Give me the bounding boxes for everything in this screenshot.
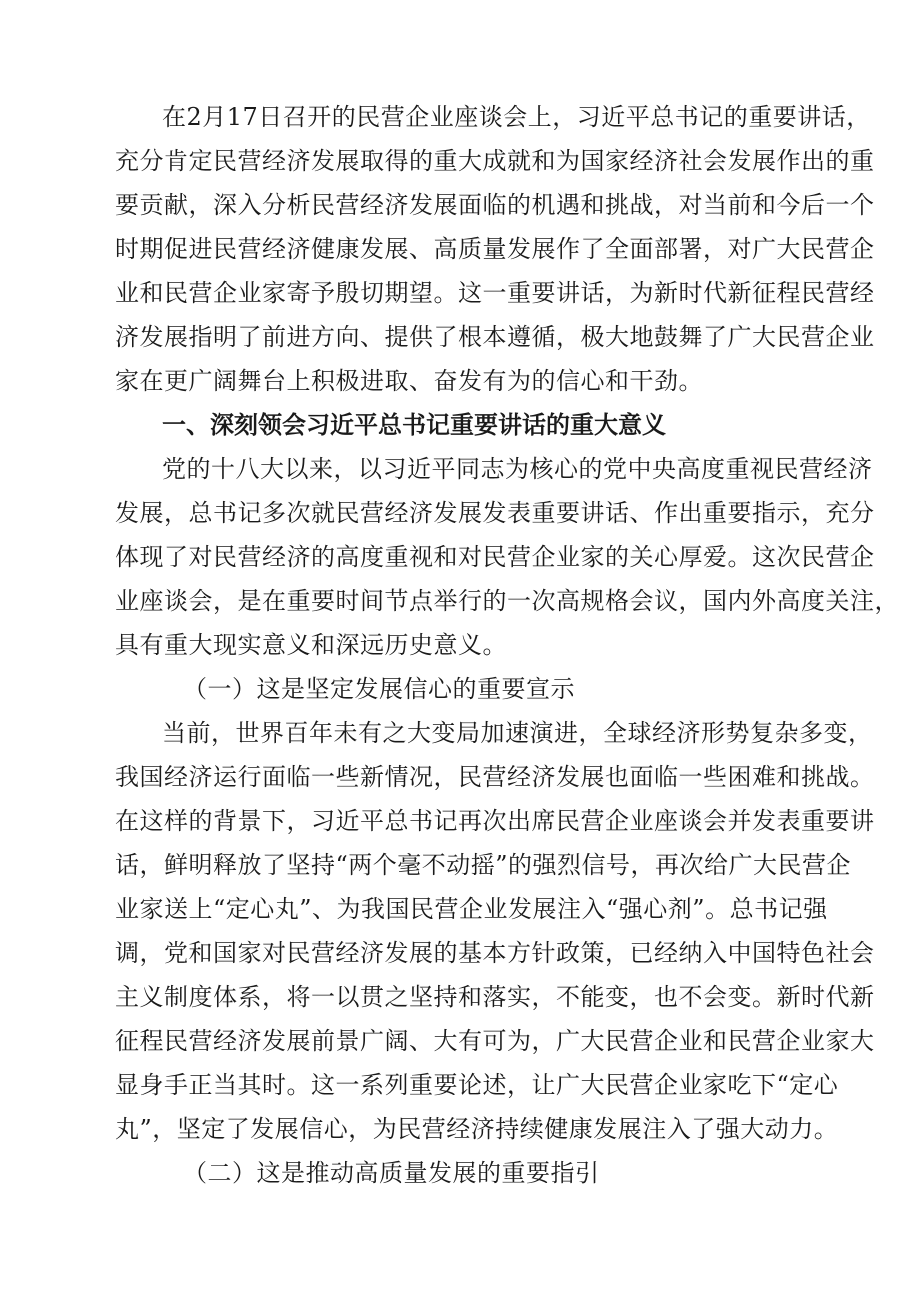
paragraph-line: 丸”，坚定了发展信心，为民营经济持续健康发展注入了强大动力。 <box>115 1115 839 1143</box>
paragraph-line: 业座谈会，是在重要时间节点举行的一次高规格会议，国内外高度关注， <box>115 587 899 615</box>
paragraph-line: 显身手正当其时。这一系列重要论述，让广大民营企业家吃下“定心 <box>115 1071 839 1099</box>
paragraph-line: 在2月17日召开的民营企业座谈会上，习近平总书记的重要讲话， <box>162 103 871 131</box>
paragraph-line: 体现了对民营经济的高度重视和对民营企业家的关心厚爱。这次民营企 <box>115 543 875 571</box>
subsection-heading: （一）这是坚定发展信心的重要宣示 <box>183 675 575 703</box>
paragraph-line: 当前，世界百年未有之大变局加速演进，全球经济形势复杂多变， <box>162 719 873 747</box>
paragraph-line: 话，鲜明释放了坚持“两个毫不动摇”的强烈信号，再次给广大民营企 <box>115 851 852 879</box>
paragraph-line: 发展，总书记多次就民营经济发展发表重要讲话、作出重要指示，充分 <box>115 499 875 527</box>
paragraph-line: 我国经济运行面临一些新情况，民营经济发展也面临一些困难和挑战。 <box>115 763 875 791</box>
paragraph-line: 济发展指明了前进方向、提供了根本遵循，极大地鼓舞了广大民营企业 <box>115 323 875 351</box>
paragraph-line: 在这样的背景下，习近平总书记再次出席民营企业座谈会并发表重要讲 <box>115 807 875 835</box>
paragraph-line: 时期促进民营经济健康发展、高质量发展作了全面部署，对广大民营企 <box>115 235 875 263</box>
paragraph-line: 党的十八大以来，以习近平同志为核心的党中央高度重视民营经济 <box>162 455 873 483</box>
paragraph-line: 业和民营企业家寄予殷切期望。这一重要讲话，为新时代新征程民营经 <box>115 279 875 307</box>
paragraph-line: 业家送上“定心丸”、为我国民营企业发展注入“强心剂”。总书记强 <box>115 895 828 923</box>
paragraph-line: 充分肯定民营经济发展取得的重大成就和为国家经济社会发展作出的重 <box>115 147 875 175</box>
paragraph-line: 调，党和国家对民营经济发展的基本方针政策，已经纳入中国特色社会 <box>115 939 875 967</box>
subsection-heading: （二）这是推动高质量发展的重要指引 <box>183 1159 600 1187</box>
paragraph-line: 主义制度体系，将一以贯之坚持和落实，不能变，也不会变。新时代新 <box>115 983 875 1011</box>
paragraph-line: 家在更广阔舞台上积极进取、奋发有为的信心和干劲。 <box>115 367 703 395</box>
paragraph-line: 征程民营经济发展前景广阔、大有可为，广大民营企业和民营企业家大 <box>115 1027 875 1055</box>
section-heading: 一、深刻领会习近平总书记重要讲话的重大意义 <box>162 411 666 439</box>
paragraph-line: 要贡献，深入分析民营经济发展面临的机遇和挑战，对当前和今后一个 <box>115 191 875 219</box>
paragraph-line: 具有重大现实意义和深远历史意义。 <box>115 631 507 659</box>
